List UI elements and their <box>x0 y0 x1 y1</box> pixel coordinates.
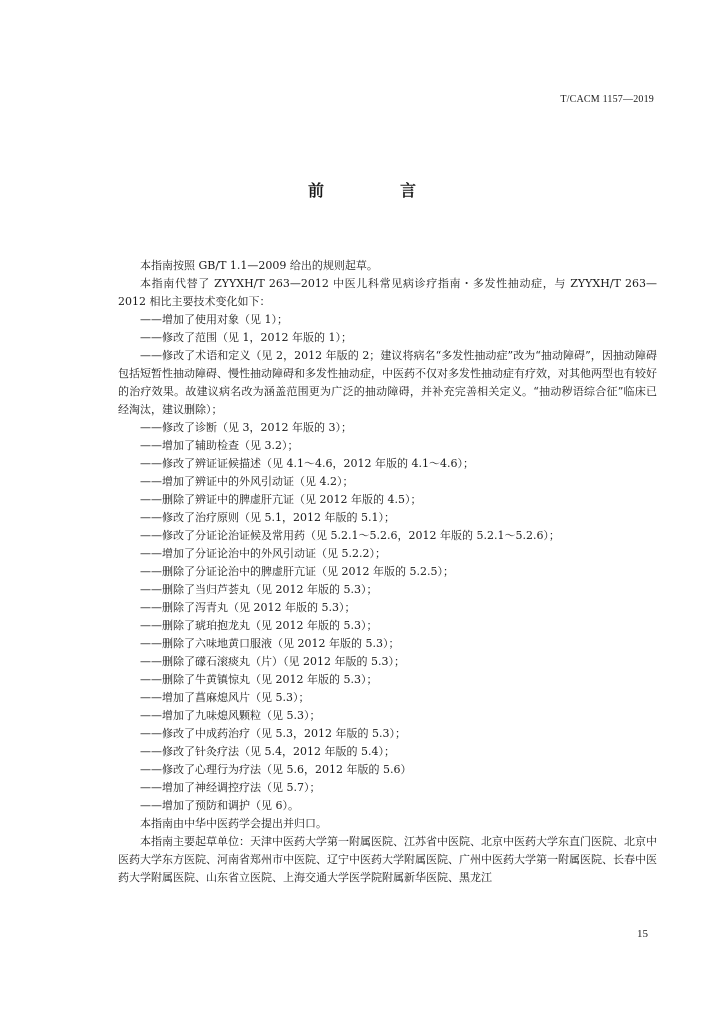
list-item: ——修改了分证论治证候及常用药（见 5.2.1～5.2.6，2012 年版的 5.2.1～5.2.6）； <box>140 529 560 542</box>
list-item: ——增加了辨证中的外风引动证（见 4.2）； <box>140 475 354 488</box>
list-item: ——删除了礞石滚痰丸（片）（见 2012 年版的 5.3）； <box>140 655 405 668</box>
paragraph-drafting-rules: 本指南按照 GB/T 1.1—2009 给出的规则起草。 <box>140 259 378 272</box>
standard-code: T/CACM 1157—2019 <box>560 94 654 105</box>
list-item: ——增加了菖麻熄风片（见 5.3）； <box>140 691 310 704</box>
list-item: ——删除了辨证中的脾虚肝亢证（见 2012 年版的 4.5）； <box>140 493 422 506</box>
list-item: ——增加了预防和调护（见 6）。 <box>140 799 299 812</box>
list-item: ——删除了六味地黄口服液（见 2012 年版的 5.3）； <box>140 637 400 650</box>
page-title: 前 言 <box>307 181 446 200</box>
list-item: ——修改了术语和定义（见 2，2012 年版的 2；建议将病名“多发性抽动症”改为“抽动障碍”，因抽动障碍包括短暂性抽动障碍、慢性抽动障碍和多发性抽动症，中医药不仅对多发性抽动症有疗效，对其他两型也有较好的治疗效果。故建议病名改为涵盖范围更为广泛的抽动障碍，并补充完善相关定义。“抽动秽语综合征”临床已经淘汰，建议删除）； <box>118 349 657 416</box>
list-item: ——增加了分证论治中的外风引动证（见 5.2.2）； <box>140 547 386 560</box>
list-item: ——删除了当归芦荟丸（见 2012 年版的 5.3）； <box>140 583 378 596</box>
body-text <box>118 257 657 887</box>
list-item: ——修改了辨证证候描述（见 4.1～4.6，2012 年版的 4.1～4.6）； <box>140 457 474 470</box>
paragraph-drafting-units: 本指南主要起草单位：天津中医药大学第一附属医院、江苏省中医院、北京中医药大学东直门医院、北京中医药大学东方医院、河南省郑州市中医院、辽宁中医药大学附属医院、广州中医药大学第一附属医院、长春中医药大学附属医院、山东省立医院、上海交通大学医学院附属新华医院、黑龙江 <box>118 835 657 884</box>
paragraph-replacement: 本指南代替了 ZYYXH/T 263—2012 中医儿科常见病诊疗指南・多发性抽动症，与 ZYYXH/T 263—2012 相比主要技术变化如下： <box>118 277 657 308</box>
list-item: ——修改了中成药治疗（见 5.3，2012 年版的 5.3）； <box>140 727 406 740</box>
change-list <box>118 311 657 815</box>
list-item: ——删除了琥珀抱龙丸（见 2012 年版的 5.3）； <box>140 619 378 632</box>
paragraph-proposer: 本指南由中华中医药学会提出并归口。 <box>140 817 327 830</box>
list-item: ——删除了牛黄镇惊丸（见 2012 年版的 5.3）； <box>140 673 378 686</box>
page-number: 15 <box>637 928 648 940</box>
list-item: ——增加了神经调控疗法（见 5.7）； <box>140 781 321 794</box>
list-item: ——删除了泻青丸（见 2012 年版的 5.3）； <box>140 601 356 614</box>
list-item: ——增加了使用对象（见 1）； <box>140 313 288 326</box>
list-item: ——修改了范围（见 1，2012 年版的 1）； <box>140 331 352 344</box>
list-item: ——删除了分证论治中的脾虚肝亢证（见 2012 年版的 5.2.5）； <box>140 565 454 578</box>
list-item: ——增加了九味熄风颗粒（见 5.3）； <box>140 709 321 722</box>
list-item: ——修改了针灸疗法（见 5.4，2012 年版的 5.4）； <box>140 745 395 758</box>
list-item: ——修改了心理行为疗法（见 5.6，2012 年版的 5.6） <box>140 763 412 776</box>
list-item: ——增加了辅助检查（见 3.2）； <box>140 439 299 452</box>
list-item: ——修改了诊断（见 3，2012 年版的 3）； <box>140 421 352 434</box>
list-item: ——修改了治疗原则（见 5.1，2012 年版的 5.1）； <box>140 511 395 524</box>
